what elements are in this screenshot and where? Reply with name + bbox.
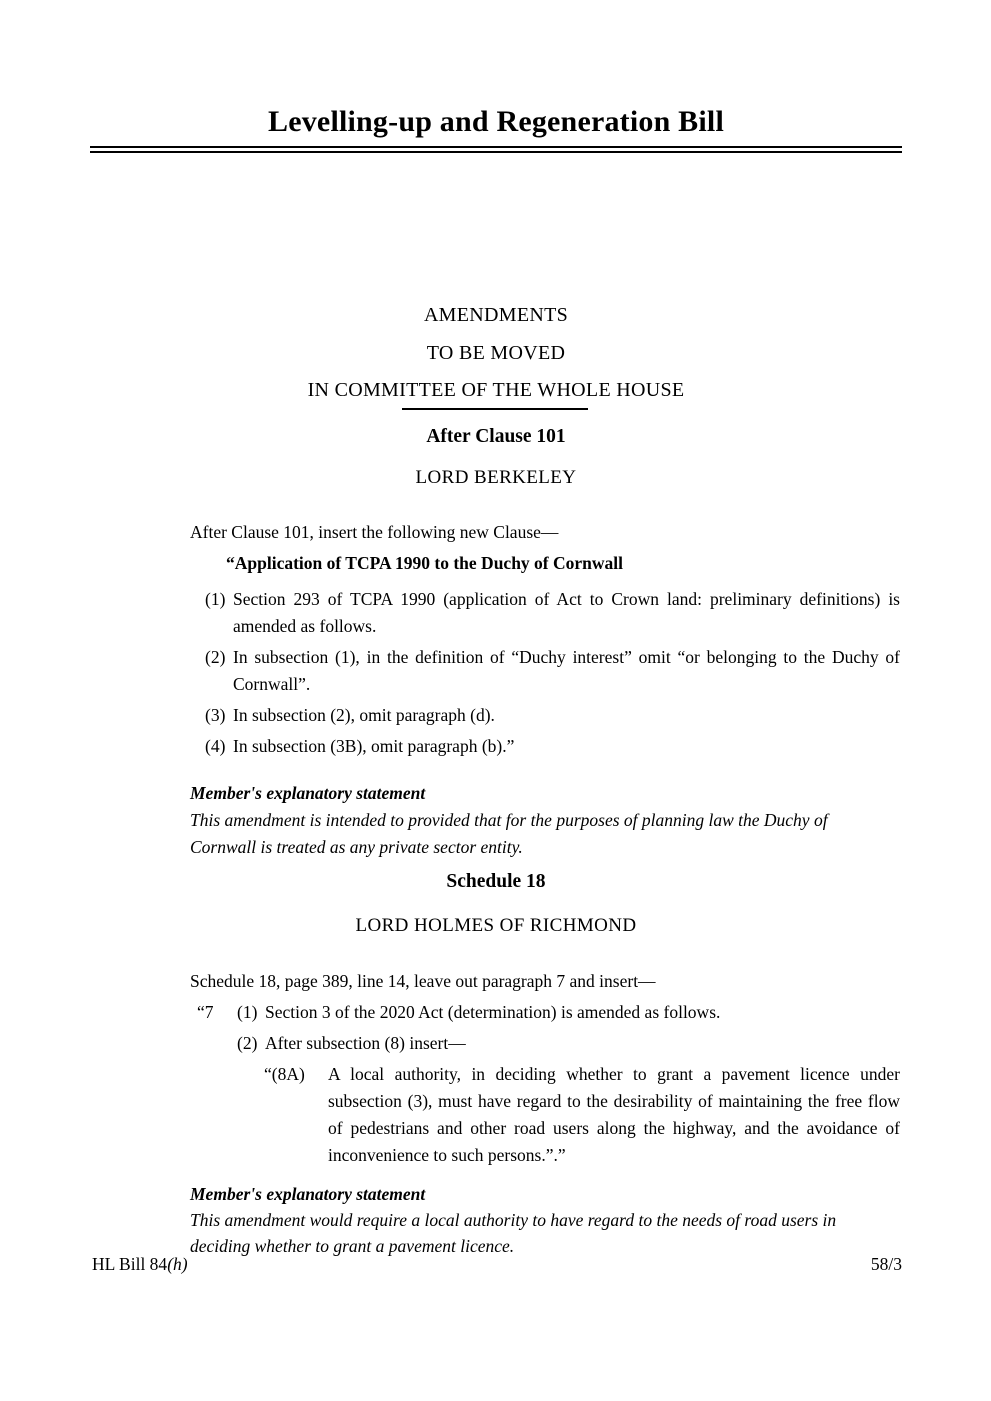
amendment1-item-3 [190, 702, 900, 729]
amendment1-item-2 [190, 644, 900, 698]
title-double-rule [90, 146, 902, 153]
footer-bill-number [92, 1252, 188, 1276]
item-number: (4) [205, 736, 226, 756]
item-number: (1) [205, 589, 226, 609]
item-text: In subsection (3B), omit paragraph (b).” [233, 736, 515, 756]
preamble-rule [402, 408, 588, 410]
footer-bill-number-suffix: (h) [167, 1254, 188, 1274]
footer-sheet-number: 58/3 [870, 1254, 902, 1274]
footer-bill-number-prefix: HL Bill 84 [92, 1254, 168, 1274]
subitem-number: (2) [237, 1033, 258, 1053]
item-text: Section 293 of TCPA 1990 (application of Act to Crown land: preliminary definitions) is amended as follows. [233, 589, 900, 636]
amendment1-mover: LORD BERKELEY [415, 467, 577, 488]
explanatory-text: This amendment is intended to provided that for the purposes of planning law the Duchy of Cornwall is treated as any private sector entity. [190, 810, 828, 857]
paragraph-number: “7 [197, 1002, 214, 1022]
amendment1-explanatory [190, 780, 880, 861]
amendment2-instruction: Schedule 18, page 389, line 14, leave out paragraph 7 and insert— [190, 971, 656, 991]
amendment1-new-clause-title: “Application of TCPA 1990 to the Duchy of Cornwall [226, 553, 624, 573]
subitem-text: Section 3 of the 2020 Act (determination) is amended as follows. [265, 1002, 721, 1022]
explanatory-heading: Member's explanatory statement [190, 783, 426, 803]
amendment1-instruction: After Clause 101, insert the following new Clause— [190, 522, 559, 542]
amendment1-item-4 [190, 733, 900, 760]
inserted-subsection-text: A local authority, in deciding whether to grant a pavement licence under subsection (3), must have regard to the desirability of maintaining the free flow of pedestrians and other road users along the highway, and the avoidance of inconvenience to such persons.”.” [328, 1064, 900, 1165]
amendment2-body [190, 968, 900, 1259]
amendment2-explanatory [190, 1181, 880, 1259]
amendment2-inserted-subsection [264, 1061, 900, 1169]
amendment2-paragraph-7 [190, 999, 900, 1026]
page-title: Levelling-up and Regeneration Bill [268, 105, 724, 138]
preamble [90, 297, 902, 410]
amendment2-subitem-1 [237, 999, 900, 1026]
explanatory-heading: Member's explanatory statement [190, 1184, 426, 1204]
subitem-number: (1) [237, 1002, 258, 1022]
amendment1-item-1 [190, 586, 900, 640]
amendment2-subitem-2 [237, 1030, 900, 1057]
amendment2-place-heading: Schedule 18 [446, 871, 546, 892]
item-text: In subsection (2), omit paragraph (d). [233, 705, 495, 725]
preamble-line-committee: IN COMMITTEE OF THE WHOLE HOUSE [307, 379, 685, 401]
preamble-line-to-be-moved: TO BE MOVED [426, 341, 566, 364]
item-number: (2) [205, 647, 226, 667]
amendment1-body [190, 519, 900, 861]
subitem-text: After subsection (8) insert— [265, 1033, 466, 1053]
item-text: In subsection (1), in the definition of “Duchy interest” omit “or belonging to the Duchy of Cornwall”. [233, 647, 900, 694]
inserted-subsection-number: “(8A) [264, 1064, 305, 1084]
preamble-line-amendments: AMENDMENTS [423, 304, 569, 326]
amendment2-mover: LORD HOLMES OF RICHMOND [355, 915, 637, 936]
explanatory-text: This amendment would require a local authority to have regard to the needs of road users in deciding whether to grant a pavement licence. [190, 1210, 837, 1256]
amendment1-place-heading: After Clause 101 [426, 426, 566, 447]
item-number: (3) [205, 705, 226, 725]
